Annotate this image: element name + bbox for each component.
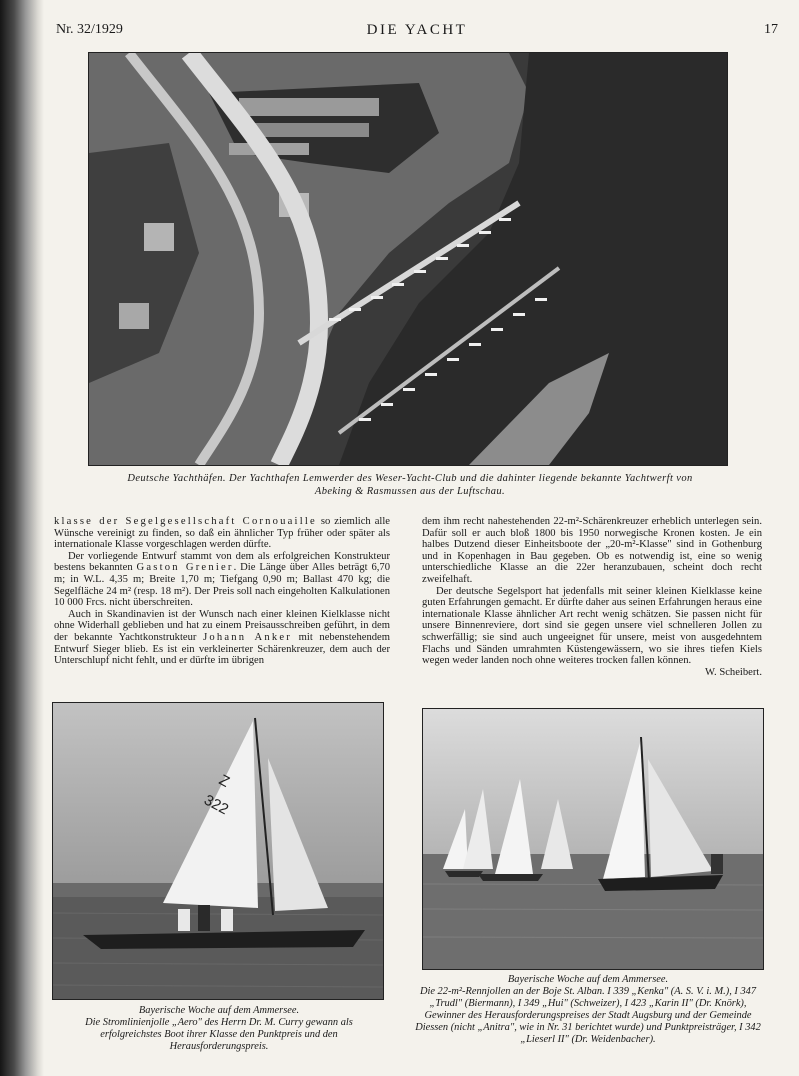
rennjollen-caption [414, 974, 762, 1046]
left-paragraph-2: Der vorliegende Entwurf stammt von dem als erfolgreichen Konstrukteur bestens bekannten Gaston Grenier. Die Länge über Alles beträgt 6,70 m; in W.L. 4,35 m; Breite 1,70 m; Tiefgang 0,90 m; Ballast 470 kg; die Segelfläche 24 m² (resp. 18 m²). Der Preis soll nach eingeholten Kalkulationen 10 000 Frcs. nicht überschreiten. [54, 550, 390, 609]
book-binding-shadow [0, 0, 44, 1076]
page-number: 17 [764, 22, 778, 37]
rennjollen-photo [422, 708, 764, 970]
dinghy-aero-caption [54, 1005, 384, 1053]
issue-number: Nr. 32/1929 [56, 22, 123, 37]
author-signature: W. Scheibert. [705, 666, 762, 678]
right-caption-body: Die 22-m²-Rennjollen an der Boje St. Alban. I 339 „Kenka" (A. S. V. i. M.), I 347 „Trudl" (Biermann), I 349 „Hui" (Schweizer), I 423 „Karin II" (Dr. Knörk), Gewinner des Herausforderungspreises der Stadt Augsburg und der Gemeinde Diessen (nicht „Anitra", wie in Nr. 31 berichtet wurde) und Punktpreisträger, I 342 „Lieserl II" (Dr. Weidenbacher). [415, 986, 761, 1045]
name-grenier: Gaston Grenier [136, 562, 234, 574]
right-paragraph-1: dem ihm recht nahestehenden 22-m²-Schärenkreuzer erheblich unterlegen sein. Dafür soll er auch bloß 1800 bis 1950 norwegische Kronen kosten. Je ein halbes Dutzend dieser Einheitsboote der „20-m²-Klasse" sind in Gothenburg und in Kopenhagen in Bau gegeben. Ob es notwendig ist, eine so wenig unterschiedliche Klasse an die 22er heranzubauen, scheint doch recht zweifelhaft. [422, 516, 762, 585]
aerial-harbor-photo [88, 52, 728, 466]
left-caption-body: Die Stromlinienjolle „Aero" des Herrn Dr. M. Curry gewann als erfolgreichstes Boot ihrer Klasse den Punktpreis und den Herausforderungspreis. [85, 1017, 353, 1052]
left-paragraph-3: Auch in Skandinavien ist der Wunsch nach einer kleinen Kielklasse nicht ohne Widerhall geblieben und hat zu einem Preisausschreiben geführt, in dem der bekannte Yachtkonstrukteur Johann Anker mit nebenstehendem Entwurf Sieger blieb. Es ist ein verkleinerter Schärenkreuzer, dem auch der Unterschlupf nicht fehlt, und er dürfte im übrigen [54, 608, 390, 667]
sail-number-z: Z [216, 771, 233, 791]
name-anker: Johann Anker [203, 631, 292, 643]
dinghy-aero-photo [52, 702, 384, 1000]
aerial-caption-line-2: Abeking & Rasmussen aus der Luftschau. [314, 485, 506, 497]
name-cornouaille: Cornouaille [242, 516, 317, 527]
magazine-title: DIE YACHT [366, 22, 468, 38]
sail-number-322: 322 [201, 791, 232, 819]
left-paragraph-1: klasse der Segelgesellschaft Cornouaille so ziemlich alle Wünsche vereinigt zu finden, so daß ein ähnlicher Typ früher oder später als internationale Klasse vorgeschlagen werden dürfte. [54, 516, 390, 551]
left-caption-title: Bayerische Woche auf dem Ammersee. [138, 1005, 300, 1016]
aerial-caption-line-1: Deutsche Yachthäfen. Der Yachthafen Lemwerder des Weser-Yacht-Club und die dahinter liegende bekannte Yachtwerft von [127, 473, 693, 484]
right-paragraph-2: Der deutsche Segelsport hat jedenfalls mit seiner kleinen Kielklasse keine guten Erfahrungen gemacht. Er dürfte daher aus seinen Erfahrungen heraus eine internationale Klasse ähnlicher Art recht wenig schätzen. Sie passen nicht für unsere Binnenreviere, dort sind sie gegen unsere viel schnelleren Jollen zu schwerfällig; sie sind auch ungeeignet für unsere, meist von ausgedehntem Flachs und Sänden umrahmten Küstengewässern, wo sie ihres tiefen Kiels wegen weder landen noch ohne weiteres trocken fallen können. W. Scheibert. [422, 585, 762, 678]
page-header [56, 22, 778, 42]
right-text-column [422, 516, 762, 678]
right-caption-title: Bayerische Woche auf dem Ammersee. [507, 974, 669, 985]
left-text-column [54, 516, 390, 667]
aerial-photo-caption [60, 473, 760, 498]
